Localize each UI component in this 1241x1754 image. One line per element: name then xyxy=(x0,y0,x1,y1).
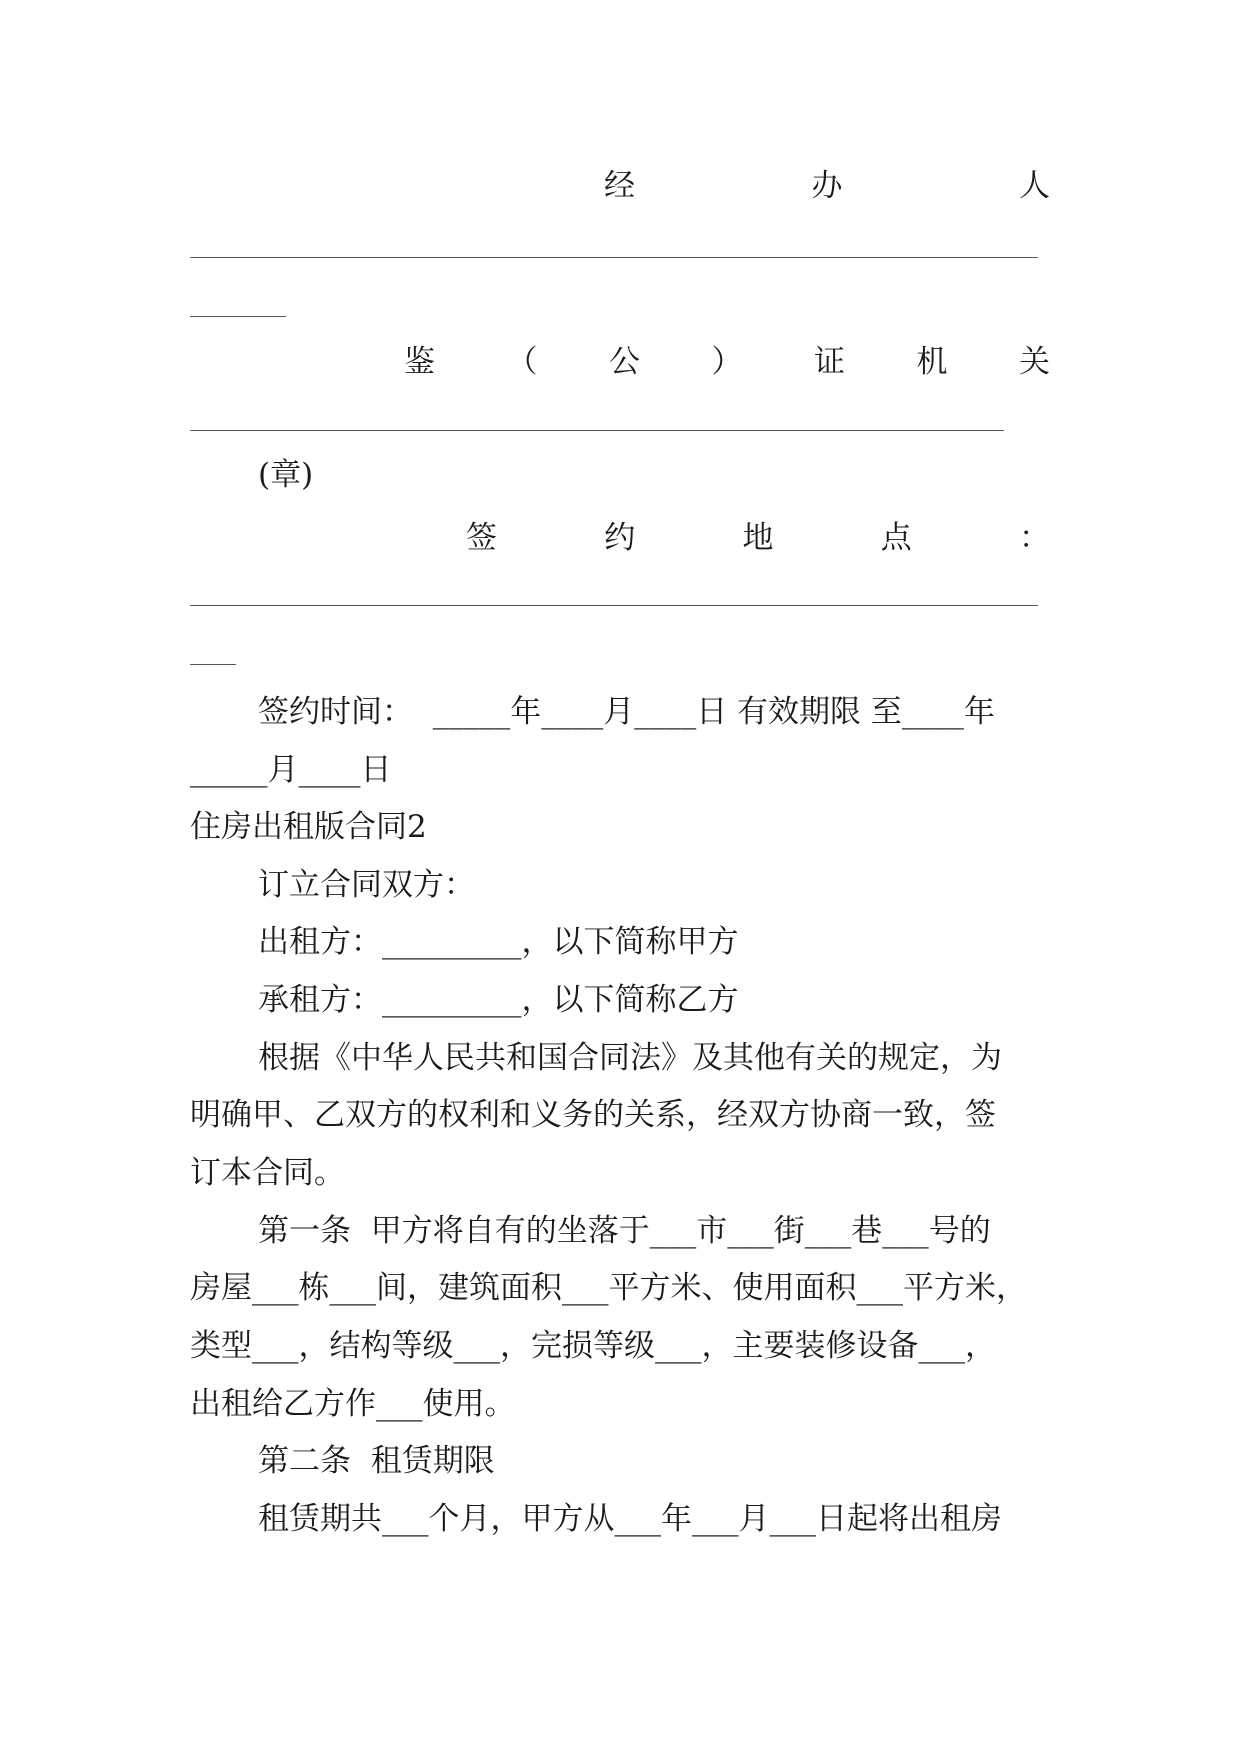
article-2-line: 租赁期共___个月，甲方从___年___月___日起将出租房 xyxy=(258,1501,1002,1537)
notary-char: 机 xyxy=(916,344,948,380)
signing-time-line-continued: _____月____日 xyxy=(190,752,392,788)
place-blank-line xyxy=(190,605,1038,606)
signing-place-label xyxy=(466,518,1050,558)
handler-blank-line-continued xyxy=(190,316,286,317)
article-2-heading: 第二条 租赁期限 xyxy=(258,1443,495,1479)
lessor-line: 出租方：_________，以下简称甲方 xyxy=(258,924,739,960)
parties-heading: 订立合同双方： xyxy=(258,867,475,903)
notary-char: 证 xyxy=(814,344,845,380)
basis-paragraph-line: 根据《中华人民共和国合同法》及其他有关的规定，为 xyxy=(258,1040,1002,1076)
basis-paragraph-line: 明确甲、乙双方的权利和义务的关系，经双方协商一致，签 xyxy=(190,1097,996,1133)
contract-title: 住房出租版合同2 xyxy=(190,809,427,845)
lessee-line: 承租方：_________，以下简称乙方 xyxy=(258,982,739,1018)
notary-char: 关 xyxy=(1019,344,1050,380)
place-char: 约 xyxy=(604,520,636,556)
handler-label xyxy=(604,166,1050,206)
signing-time-line: 签约时间： _____年____月____日 有效期限 至____年 xyxy=(258,694,995,730)
article-1-line: 第一条 甲方将自有的坐落于___市___街___巷___号的 xyxy=(258,1213,991,1249)
place-char: ： xyxy=(1019,520,1050,556)
seal-mark: (章) xyxy=(258,457,314,493)
basis-paragraph-line: 订本合同。 xyxy=(190,1155,345,1191)
place-char: 点 xyxy=(880,520,912,556)
place-char: 签 xyxy=(466,520,497,556)
article-1-line: 出租给乙方作___使用。 xyxy=(190,1386,516,1422)
handler-char: 人 xyxy=(1019,168,1050,204)
article-1-line: 房屋___栋___间，建筑面积___平方米、使用面积___平方米， xyxy=(190,1270,1027,1306)
place-blank-line-continued xyxy=(190,664,236,665)
notary-char: 公 xyxy=(609,344,640,380)
notary-char: 鉴 xyxy=(404,344,435,380)
article-1-line: 类型___，结构等级___，完损等级___，主要装修设备___， xyxy=(190,1328,996,1364)
handler-char: 办 xyxy=(811,168,843,204)
notary-blank-line xyxy=(190,430,1004,431)
place-char: 地 xyxy=(742,520,774,556)
handler-char: 经 xyxy=(604,168,635,204)
handler-blank-line xyxy=(190,257,1038,258)
notary-char: ） xyxy=(711,344,743,380)
notary-char: （ xyxy=(506,344,538,380)
notary-label xyxy=(404,342,1050,382)
